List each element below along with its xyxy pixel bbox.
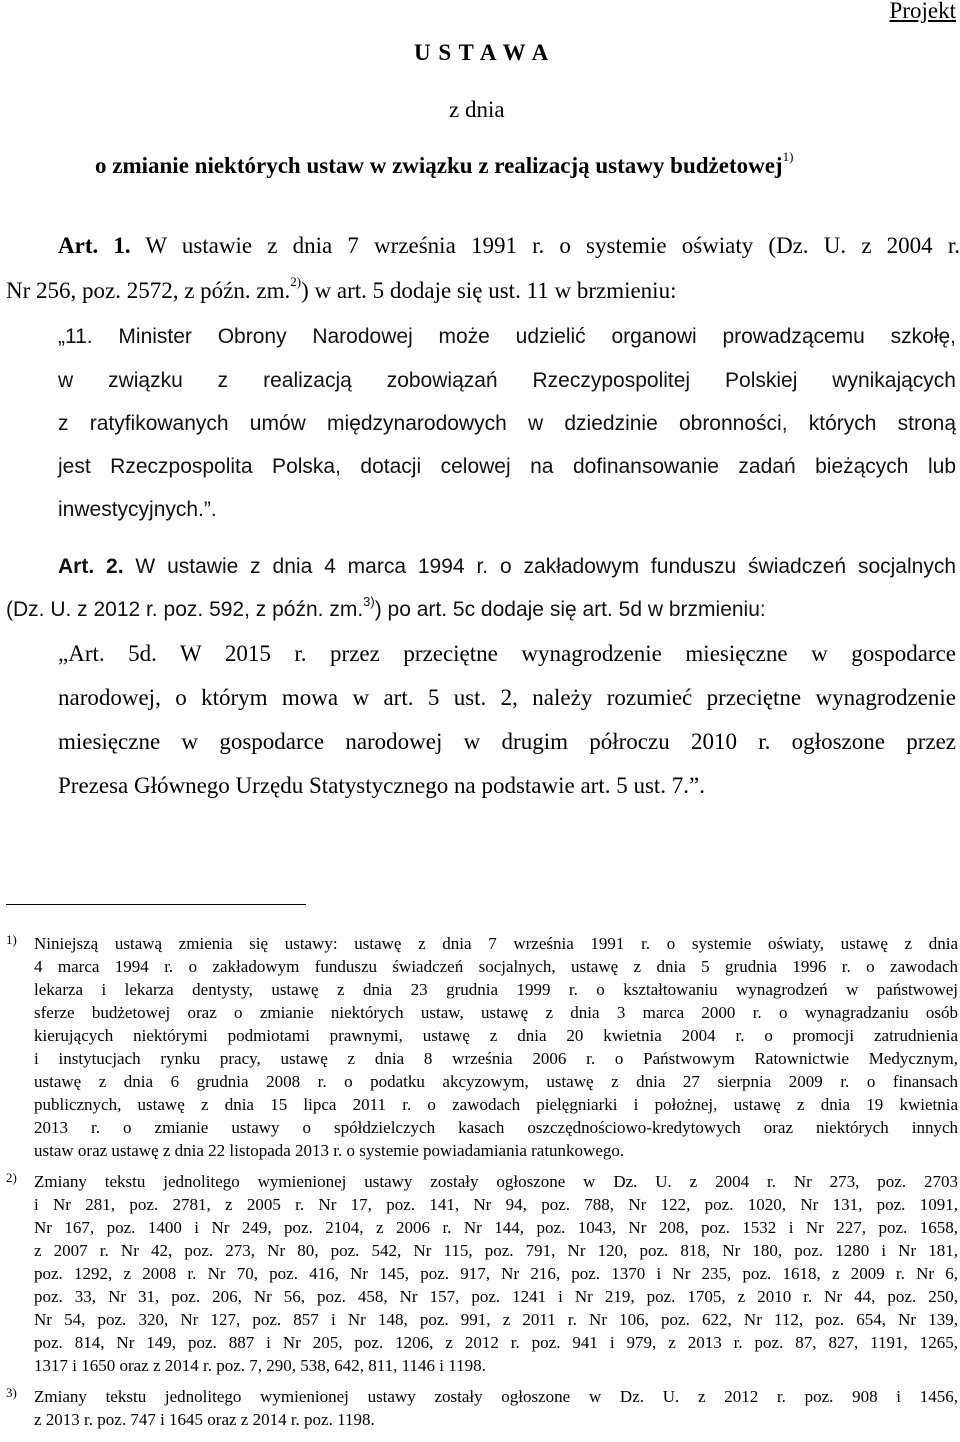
art1-line-2b: ) w art. 5 dodaje się ust. 11 w brzmieniu: — [301, 278, 677, 303]
footnote-1-line: 2013 r. o zmianie ustawy o spółdzielczych kasach oszczędnościowo-kredytowych oraz niektórych innych — [34, 1118, 958, 1137]
footnote-2-line: Nr 54, poz. 320, Nr 127, poz. 857 i Nr 148, poz. 991, z 2011 r. Nr 106, poz. 622, Nr 112, poz. 654, Nr 139, — [34, 1310, 958, 1329]
footnote-1-line: sferze budżetowej oraz o zmianie niektórych ustaw, ustawę z dnia 3 marca 2000 r. o wynagradzaniu osób — [34, 1003, 958, 1022]
art1-line-1 — [6, 233, 960, 259]
art1-line-2 — [6, 274, 960, 304]
footnote-1-line: ustawę z dnia 6 grudnia 2008 r. o podatku akcyzowym, ustawę z dnia 27 sierpnia 2009 r. o finansach — [34, 1072, 958, 1091]
footnote-2-line: z 2007 r. Nr 42, poz. 273, Nr 80, poz. 542, Nr 115, poz. 791, Nr 120, poz. 818, Nr 180, poz. 1280 i Nr 181, — [34, 1241, 958, 1260]
art1-quote-line-5: inwestycyjnych.”. — [58, 498, 217, 521]
footnote-2-line: 1317 i 1650 oraz z 2014 r. poz. 7, 290, 538, 642, 811, 1146 i 1198. — [34, 1356, 486, 1375]
art1-quote-line-1: „11. Minister Obrony Narodowej może udzielić organowi prowadzącemu szkołę, — [58, 325, 956, 348]
footnote-ref-1: 1) — [782, 149, 794, 164]
footnote-ref-3: 3) — [363, 594, 375, 609]
footnote-2-line: poz. 33, Nr 31, poz. 206, Nr 56, poz. 458, Nr 157, poz. 1241 i Nr 219, poz. 1705, z 2010 r. Nr 44, poz. 250, — [34, 1287, 958, 1306]
footnote-2-mark: 2) — [6, 1170, 17, 1185]
footnote-1-line: 4 marca 1994 r. o zakładowym funduszu świadczeń socjalnych, ustawę z dnia 5 grudnia 1996 r. o zawodach — [34, 957, 958, 976]
footnote-3-mark: 3) — [6, 1385, 17, 1400]
art2-label: Art. 2. — [58, 555, 124, 578]
footnote-2-line: poz. 814, Nr 149, poz. 887 i Nr 205, poz. 1206, z 2012 r. poz. 941 i 979, z 2013 r. poz. 87, 827, 1191, 1265, — [34, 1333, 958, 1352]
footnote-1-line: kierujących niektórymi podmiotami prawnymi, ustawę z dnia 20 kwietnia 2004 r. o promocji zatrudnienia — [34, 1026, 958, 1045]
art2-line-2b: ) po art. 5c dodaje się art. 5d w brzmieniu: — [374, 598, 766, 621]
footnote-3-line: z 2013 r. poz. 747 i 1645 oraz z 2014 r. poz. 1198. — [34, 1410, 375, 1429]
art1-quote-line-2: w związku z realizacją zobowiązań Rzeczypospolitej Polskiej wynikających — [58, 369, 956, 392]
art1-line-1-text: W ustawie z dnia 7 września 1991 r. o systemie oświaty (Dz. U. z 2004 r. — [145, 233, 960, 258]
footnote-3-line: Zmiany tekstu jednolitego wymienionej ustawy zostały ogłoszone w Dz. U. z 2012 r. poz. 908 i 1456, — [34, 1387, 958, 1406]
art1-line-2a: Nr 256, poz. 2572, z późn. zm. — [6, 278, 291, 303]
art2-quote-line-2: narodowej, o którym mowa w art. 5 ust. 2, należy rozumieć przeciętne wynagrodzenie — [58, 685, 956, 710]
footnote-separator — [6, 904, 306, 905]
footnote-2-line: Zmiany tekstu jednolitego wymienionej ustawy zostały ogłoszone w Dz. U. z 2004 r. Nr 273, poz. 2703 — [34, 1172, 958, 1191]
footnote-1-line: publicznych, ustawę z dnia 15 lipca 2011 r. o zawodach pielęgniarki i położnej, ustawę z dnia 19 kwietnia — [34, 1095, 958, 1114]
art1-quote-line-4: jest Rzeczpospolita Polska, dotacji celowej na dofinansowanie zadań bieżących lub — [58, 455, 956, 478]
document-title: U S T A W A — [414, 40, 550, 65]
art2-line-2a: (Dz. U. z 2012 r. poz. 592, z późn. zm. — [6, 598, 364, 621]
art2-quote-line-1: „Art. 5d. W 2015 r. przez przeciętne wynagrodzenie miesięczne w gospodarce — [58, 641, 956, 666]
footnote-1-line: i instytucjach rynku pracy, ustawę z dnia 8 września 2006 r. o Państwowym Ratownictwie Medycznym, — [34, 1049, 958, 1068]
date-line: z dnia — [449, 97, 505, 122]
draft-label: Projekt — [889, 0, 956, 23]
document-subtitle — [95, 149, 794, 179]
footnote-1-line: lekarza i lekarza dentysty, ustawę z dnia 23 grudnia 1999 r. o kształtowaniu wynagrodzeń w państwowej — [34, 980, 958, 999]
footnote-1-mark: 1) — [6, 932, 17, 947]
footnote-2-line: Nr 167, poz. 1400 i Nr 249, poz. 2104, z 2006 r. Nr 144, poz. 1043, Nr 208, poz. 1532 i Nr 227, poz. 1658, — [34, 1218, 958, 1237]
footnote-1-line: Niniejszą ustawą zmienia się ustawy: ustawę z dnia 7 września 1991 r. o systemie oświaty, ustawę z dnia — [34, 934, 958, 953]
art2-quote-line-4: Prezesa Głównego Urzędu Statystycznego na podstawie art. 5 ust. 7.”. — [58, 773, 706, 798]
footnote-ref-2: 2) — [290, 274, 302, 289]
art2-line-1-text: W ustawie z dnia 4 marca 1994 r. o zakładowym funduszu świadczeń socjalnych — [135, 555, 956, 578]
art2-quote-line-3: miesięczne w gospodarce narodowej w drugim półroczu 2010 r. ogłoszone przez — [58, 729, 956, 754]
art2-line-1 — [58, 555, 956, 579]
subtitle-text: o zmianie niektórych ustaw w związku z realizacją ustawy budżetowej — [95, 153, 783, 178]
art2-line-2 — [6, 594, 766, 622]
footnote-1-line: ustaw oraz ustawę z dnia 22 listopada 2013 r. o systemie powiadamiania ratunkowego. — [34, 1141, 625, 1160]
footnote-2-line: i Nr 281, poz. 2781, z 2005 r. Nr 17, poz. 141, Nr 94, poz. 788, Nr 122, poz. 1020, Nr 131, poz. 1091, — [34, 1195, 958, 1214]
art1-label: Art. 1. — [58, 233, 131, 258]
footnote-2-line: poz. 1292, z 2008 r. Nr 70, poz. 416, Nr 145, poz. 917, Nr 216, poz. 1370 i Nr 235, poz. 1618, z 2009 r. Nr 6, — [34, 1264, 958, 1283]
art1-quote-line-3: z ratyfikowanych umów międzynarodowych w dziedzinie obronności, których stroną — [58, 412, 956, 435]
